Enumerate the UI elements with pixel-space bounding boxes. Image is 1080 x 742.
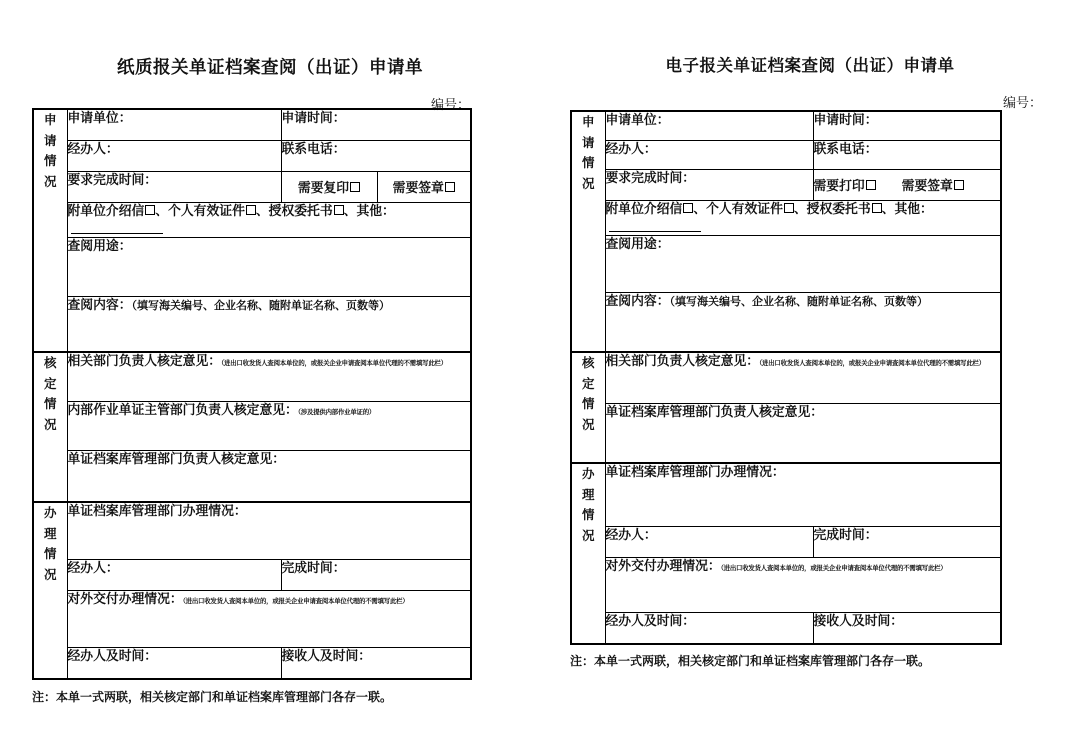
- attachments-other-input[interactable]: [609, 231, 701, 232]
- field-handler[interactable]: [605, 141, 813, 170]
- checkbox-group-print-seal[interactable]: [813, 170, 1001, 201]
- table-row: [571, 141, 1001, 170]
- checkbox-icon[interactable]: [350, 182, 360, 192]
- field-archive-head-opinion[interactable]: [67, 451, 471, 503]
- table-row: [571, 170, 1001, 201]
- archive-head-opinion-label: 单证档案库管理部门负责人核定意见：: [67, 452, 286, 468]
- field-dept-head-opinion[interactable]: [67, 352, 471, 402]
- table-row: [33, 502, 471, 560]
- table-row: [33, 203, 471, 238]
- table-row: [33, 560, 471, 591]
- internal-doc-opinion-label: 内部作业单证主管部门负责人核定意见：: [67, 403, 298, 419]
- attachments-label-3: 、授权委托书: [255, 204, 333, 219]
- field-purpose[interactable]: [605, 236, 1001, 293]
- apply-time-label: 申请时间：: [281, 111, 346, 126]
- handler-and-time-label: 经办人及时间：: [605, 614, 696, 630]
- field-receiver-and-time[interactable]: [813, 613, 1001, 645]
- field-required-finish-time[interactable]: [67, 172, 281, 203]
- content-note: （填写海关编号、企业名称、随附单证名称、页数等）: [131, 299, 390, 313]
- apply-unit-label: 申请单位：: [605, 113, 670, 128]
- field-content[interactable]: [67, 297, 471, 353]
- need-print-label: 需要打印: [813, 179, 865, 194]
- section-label-apply: 申 请 情 况: [33, 109, 67, 352]
- dept-head-opinion-label: 相关部门负责人核定意见：: [67, 354, 222, 370]
- table-row: [571, 463, 1001, 527]
- handler-and-time-label: 经办人及时间：: [67, 649, 158, 665]
- left-footer-note: 注：本单一式两联，相关核定部门和单证档案库管理部门各存一联。: [32, 690, 393, 704]
- field-attachments[interactable]: [67, 203, 471, 238]
- table-row: [33, 172, 471, 203]
- field-apply-time[interactable]: [281, 109, 471, 141]
- attachments-label-2: 、个人有效证件: [693, 202, 783, 217]
- process-handler-label: 经办人：: [67, 561, 119, 577]
- attachments-label-1: 附单位介绍信: [67, 204, 145, 219]
- need-seal-label: 需要签章: [392, 181, 444, 196]
- checkbox-icon[interactable]: [954, 180, 964, 190]
- checkbox-icon[interactable]: [334, 205, 344, 215]
- purpose-label: 查阅用途：: [67, 239, 132, 255]
- checkbox-icon[interactable]: [246, 205, 256, 215]
- attachments-label-1: 附单位介绍信: [605, 202, 683, 217]
- right-serial-label: 编号：: [1002, 96, 1042, 111]
- table-row: [33, 451, 471, 503]
- right-form-title: 电子报关单证档案查阅（出证）申请单: [665, 56, 955, 75]
- field-receiver-and-time[interactable]: [281, 648, 471, 680]
- field-purpose[interactable]: [67, 238, 471, 297]
- table-row: [33, 238, 471, 297]
- attachments-other-input[interactable]: [71, 233, 163, 234]
- dept-head-opinion-label: 相关部门负责人核定意见：: [605, 354, 760, 370]
- checkbox-need-copy[interactable]: [281, 172, 377, 203]
- left-serial-label: 编号：: [430, 98, 470, 113]
- need-copy-label: 需要复印: [297, 181, 350, 196]
- required-finish-time-label: 要求完成时间：: [67, 173, 158, 188]
- right-form-table: [570, 110, 1002, 645]
- archive-process-label: 单证档案库管理部门办理情况：: [605, 465, 785, 481]
- section-label-process: 办 理 情 况: [571, 463, 605, 644]
- content-note: （填写海关编号、企业名称、随附单证名称、页数等）: [669, 295, 928, 309]
- table-row: [33, 591, 471, 648]
- finish-time-label: 完成时间：: [281, 561, 346, 577]
- apply-time-label: 申请时间：: [813, 113, 878, 128]
- consignee-note: （进出口收发货人查阅本单位的，或报关企业申请查阅本单位代理的不需填写此栏）: [221, 359, 447, 368]
- field-apply-time[interactable]: [813, 111, 1001, 141]
- table-row: [33, 352, 471, 402]
- apply-unit-label: 申请单位：: [67, 111, 132, 126]
- table-row: [571, 527, 1001, 558]
- required-finish-time-label: 要求完成时间：: [605, 171, 696, 186]
- process-handler-label: 经办人：: [605, 528, 657, 544]
- field-attachments[interactable]: [605, 201, 1001, 236]
- field-process-handler[interactable]: [605, 527, 813, 558]
- checkbox-need-seal[interactable]: [377, 172, 471, 203]
- attachments-label-3: 、授权委托书: [793, 202, 871, 217]
- field-finish-time[interactable]: [281, 560, 471, 591]
- external-delivery-label: 对外交付办理情况：: [605, 559, 721, 575]
- field-handler-and-time[interactable]: [605, 613, 813, 645]
- field-internal-doc-opinion[interactable]: [67, 402, 471, 451]
- table-row: [33, 141, 471, 172]
- contact-phone-label: 联系电话：: [813, 142, 878, 157]
- field-archive-process[interactable]: [605, 463, 1001, 527]
- left-form-table: [32, 108, 472, 680]
- table-row: [571, 613, 1001, 645]
- field-handler-and-time[interactable]: [67, 648, 281, 680]
- checkbox-icon[interactable]: [784, 203, 794, 213]
- content-label: 查阅内容：: [67, 298, 132, 314]
- field-dept-head-opinion[interactable]: [605, 352, 1001, 404]
- left-form-title: 纸质报关单证档案查阅（出证）申请单: [117, 58, 423, 78]
- receiver-and-time-label: 接收人及时间：: [813, 614, 904, 630]
- content-label: 查阅内容：: [605, 294, 670, 310]
- table-row: [33, 297, 471, 353]
- field-external-delivery[interactable]: [605, 558, 1001, 613]
- checkbox-icon[interactable]: [445, 182, 455, 192]
- table-row: [571, 293, 1001, 353]
- right-footer-note: 注：本单一式两联，相关核定部门和单证档案库管理部门各存一联。: [570, 654, 931, 668]
- table-row: [33, 402, 471, 451]
- need-seal-label: 需要签章: [901, 179, 953, 194]
- field-process-handler[interactable]: [67, 560, 281, 591]
- electronic-declaration-form: [540, 0, 1080, 742]
- table-row: [33, 109, 471, 141]
- table-row: [571, 352, 1001, 404]
- table-row: [571, 111, 1001, 141]
- handler-label: 经办人：: [605, 142, 657, 157]
- receiver-and-time-label: 接收人及时间：: [281, 649, 372, 665]
- field-finish-time[interactable]: [813, 527, 1001, 558]
- field-contact-phone[interactable]: [281, 141, 471, 172]
- internal-doc-note: （涉及提供内部作业单证的）: [297, 408, 376, 417]
- table-row: [571, 236, 1001, 293]
- table-row: [571, 558, 1001, 613]
- field-required-finish-time[interactable]: [605, 170, 813, 201]
- field-external-delivery[interactable]: [67, 591, 471, 648]
- attachments-label-4: 、其他：: [881, 202, 933, 217]
- purpose-label: 查阅用途：: [605, 237, 670, 253]
- contact-phone-label: 联系电话：: [281, 142, 346, 157]
- checkbox-icon[interactable]: [872, 203, 882, 213]
- section-label-process: 办 理 情 况: [33, 502, 67, 679]
- section-label-apply: 申 请 情 况: [571, 111, 605, 352]
- handler-label: 经办人：: [67, 142, 119, 157]
- checkbox-icon[interactable]: [145, 205, 155, 215]
- table-row: [571, 404, 1001, 464]
- field-apply-unit[interactable]: [67, 109, 281, 141]
- field-archive-head-opinion[interactable]: [605, 404, 1001, 464]
- external-delivery-label: 对外交付办理情况：: [67, 592, 183, 608]
- field-contact-phone[interactable]: [813, 141, 1001, 170]
- attachments-label-2: 、个人有效证件: [155, 204, 245, 219]
- archive-head-opinion-label: 单证档案库管理部门负责人核定意见：: [605, 405, 824, 421]
- checkbox-icon[interactable]: [683, 203, 693, 213]
- table-row: [33, 648, 471, 680]
- attachments-label-4: 、其他：: [343, 204, 395, 219]
- field-content[interactable]: [605, 293, 1001, 353]
- checkbox-icon[interactable]: [866, 180, 876, 190]
- field-apply-unit[interactable]: [605, 111, 813, 141]
- finish-time-label: 完成时间：: [813, 528, 878, 544]
- section-label-verify: 核 定 情 况: [571, 352, 605, 463]
- consignee-note: （进出口收发货人查阅本单位的，或报关企业申请查阅本单位代理的不需填写此栏）: [720, 564, 947, 573]
- field-handler[interactable]: [67, 141, 281, 172]
- consignee-note: （进出口收发货人查阅本单位的，或报关企业申请查阅本单位代理的不需填写此栏）: [759, 359, 985, 368]
- field-archive-process[interactable]: [67, 502, 471, 560]
- table-row: [571, 201, 1001, 236]
- section-label-verify: 核 定 情 况: [33, 352, 67, 502]
- archive-process-label: 单证档案库管理部门办理情况：: [67, 504, 247, 520]
- consignee-note: （进出口收发货人查阅本单位的，或报关企业申请查阅本单位代理的不需填写此栏）: [182, 597, 409, 606]
